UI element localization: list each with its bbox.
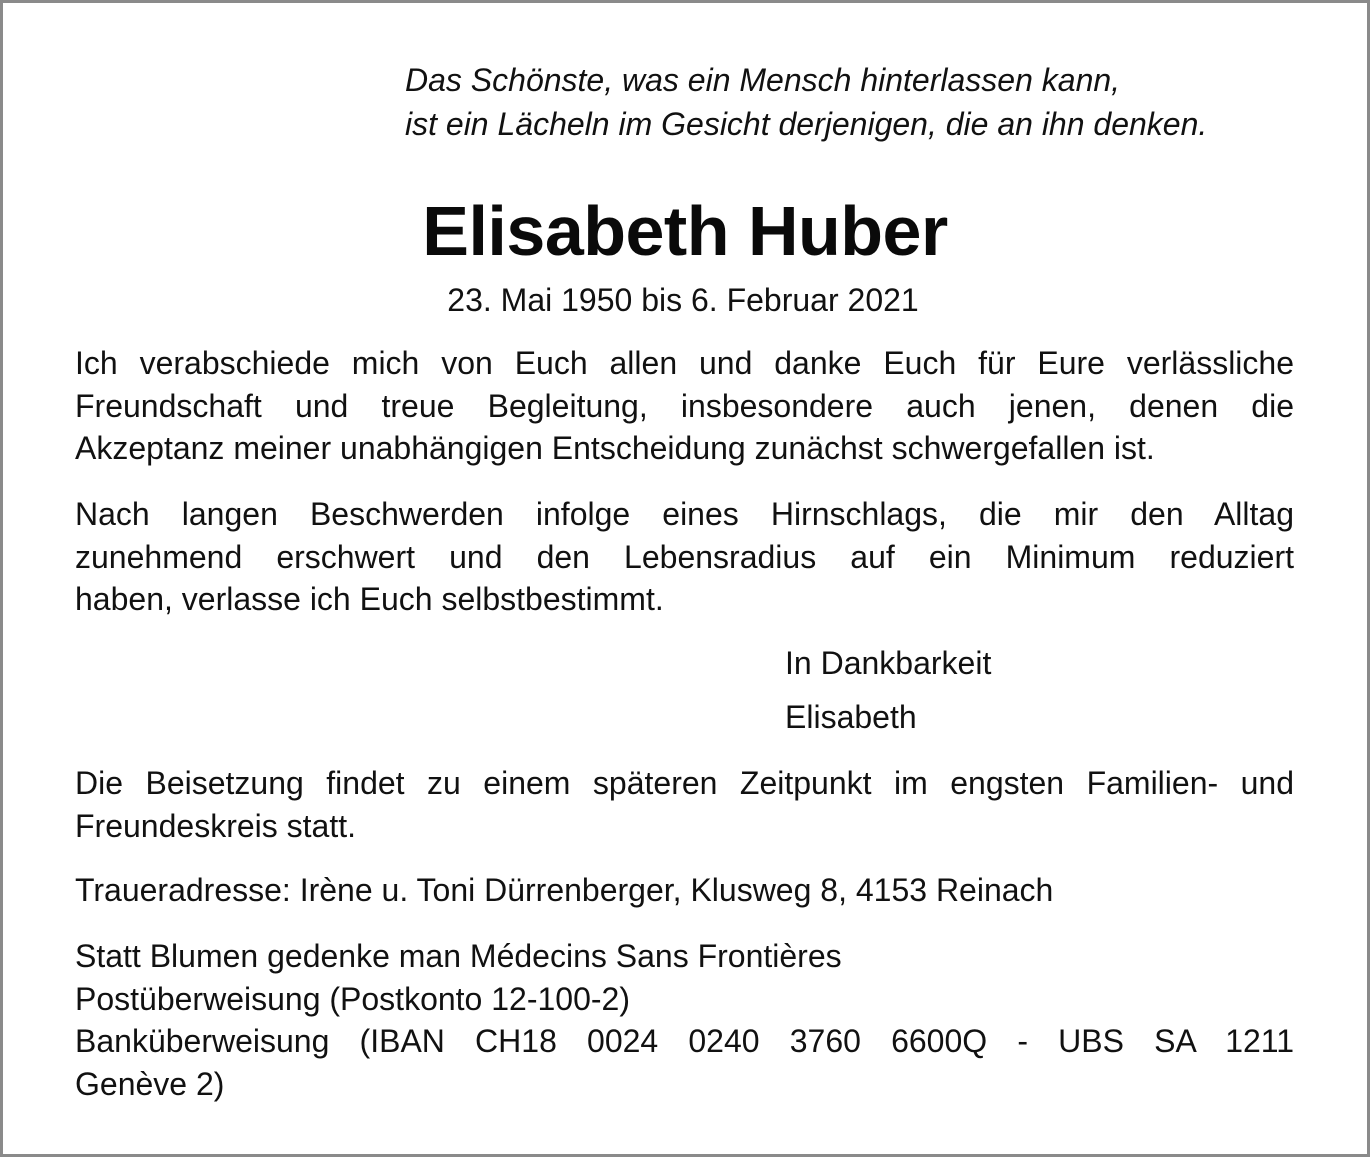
paragraph-line: Statt Blumen gedenke man Médecins Sans Frontières — [75, 938, 842, 974]
deceased-name: Elisabeth Huber — [422, 192, 948, 270]
paragraph-line: zunehmend erschwert und den Lebensradius auf ein Minimum reduziert — [75, 538, 1294, 575]
paragraph-line: Die Beisetzung findet zu einem späteren Zeitpunkt im engsten Familien- und — [75, 765, 1294, 801]
quote-line: Das Schönste, was ein Mensch hinterlassen kann, — [405, 62, 1121, 98]
burial-paragraph — [75, 762, 1294, 847]
paragraph-line: Ich verabschiede mich von Euch allen und danke Euch für Eure verlässliche — [75, 345, 1294, 381]
paragraph-line: Freundeskreis statt. — [75, 807, 356, 844]
paragraph-line: haben, verlasse ich Euch selbstbestimmt. — [75, 581, 664, 617]
mourning-address: Traueradresse: Irène u. Toni Dürrenberger, Klusweg 8, 4153 Reinach — [75, 872, 1054, 908]
donation-paragraph — [75, 935, 1294, 1105]
farewell-paragraph — [75, 342, 1294, 470]
reason-paragraph — [75, 493, 1294, 621]
paragraph-line: Freundschaft und treue Begleitung, insbesondere auch jenen, denen die — [75, 387, 1294, 424]
paragraph-line: Nach langen Beschwerden infolge eines Hirnschlags, die mir den Alltag — [75, 496, 1294, 532]
paragraph-line: Banküberweisung (IBAN CH18 0024 0240 3760 6600Q - UBS SA 1211 — [75, 1023, 1294, 1059]
signature-name: Elisabeth — [785, 699, 917, 735]
epigraph-quote — [405, 58, 1325, 146]
life-dates: 23. Mai 1950 bis 6. Februar 2021 — [447, 282, 919, 318]
paragraph-line: Postüberweisung (Postkonto 12-100-2) — [75, 980, 630, 1017]
paragraph-line: Akzeptanz meiner unabhängigen Entscheidung zunächst schwergefallen ist. — [75, 430, 1155, 466]
quote-line: ist ein Lächeln im Gesicht derjenigen, die an ihn denken. — [405, 106, 1208, 142]
signature-closing: In Dankbarkeit — [785, 645, 992, 681]
paragraph-line: Genève 2) — [75, 1065, 225, 1102]
